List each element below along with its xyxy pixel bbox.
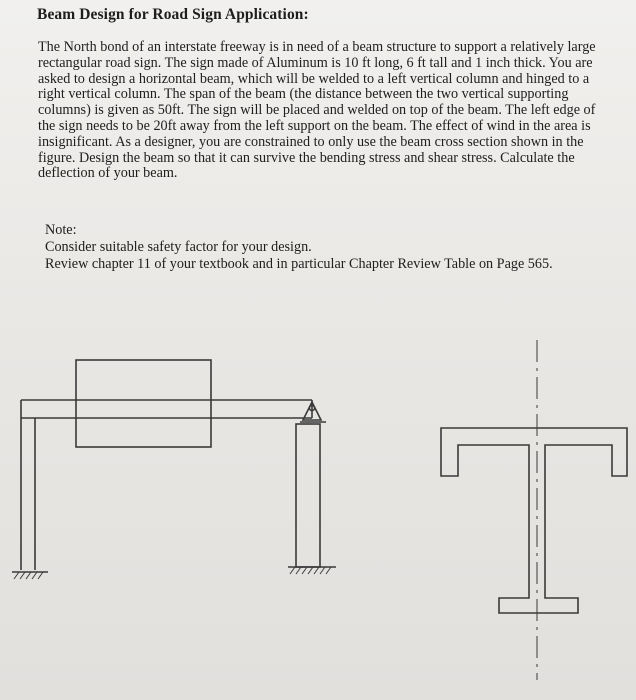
document-title: Beam Design for Road Sign Application:: [37, 6, 309, 23]
road-sign: [76, 360, 211, 447]
frame-figure: [12, 360, 336, 572]
t-section-outline: [441, 428, 627, 613]
ground-hatching: [14, 567, 331, 579]
right-column: [296, 424, 320, 567]
note-line-safety-factor: Consider suitable safety factor for your design.: [45, 239, 312, 255]
note-line-review-chapter: Review chapter 11 of your textbook and in particular Chapter Review Table on Page 565.: [45, 256, 553, 272]
problem-paragraph: The North bond of an interstate freeway is in need of a beam structure to support a relatively large rectangular road sign. The sign made of Aluminum is 10 ft long, 6 ft tall and 1 inch thick. You are asked to design a horizontal beam, which will be welded to a left vertical column and hinged to a right vertical column. The span of the beam (the distance between the two vertical supporting columns) is given as 50ft. The sign will be placed and welded on top of the beam. The left edge of the sign needs to be 20ft away from the left support on the beam. The effect of wind in the area is insignificant. As a designer, you are constrained to only use the beam cross section shown in the figure. Design the beam so that it can survive the bending stress and shear stress. Calculate the deflection of your beam.: [38, 39, 596, 182]
note-label: Note:: [45, 222, 77, 238]
cross-section-figure: [441, 340, 627, 680]
